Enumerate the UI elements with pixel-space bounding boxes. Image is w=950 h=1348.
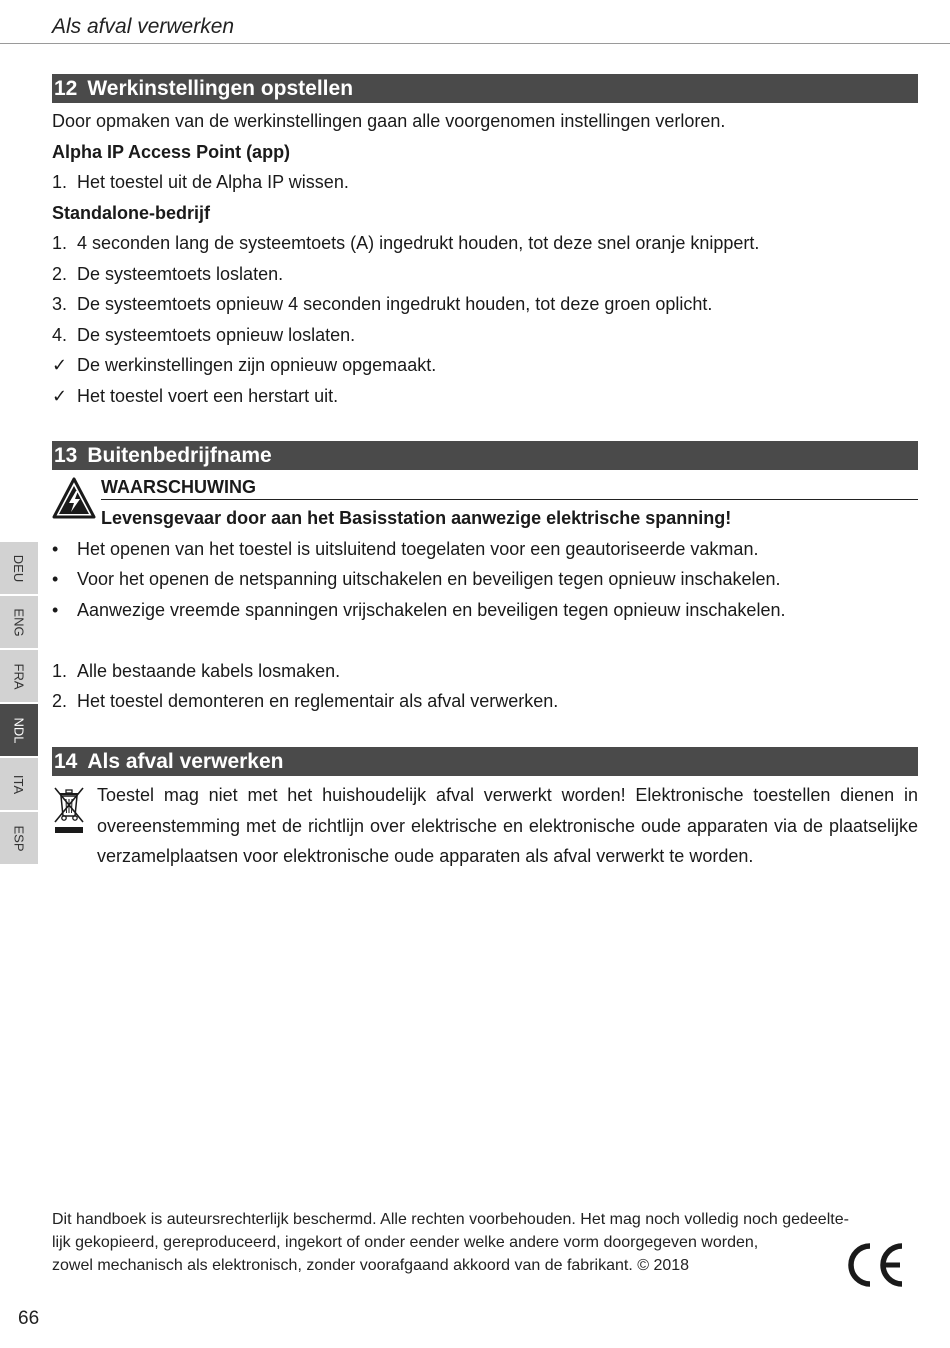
tab-label: DEU (11, 554, 27, 582)
warning-title: WAARSCHUWING (101, 476, 918, 500)
list-marker: 1. (52, 172, 68, 192)
header-divider (0, 43, 950, 44)
tab-label: ENG (11, 607, 27, 637)
section-13-heading (52, 441, 918, 470)
checkmark-icon: ✓ (52, 355, 68, 375)
list-item (52, 690, 558, 712)
tab-fra[interactable] (0, 650, 38, 702)
tab-label: FRA (11, 663, 27, 689)
section-title: Werkinstellingen opstellen (87, 76, 354, 100)
result-text: Het toestel voert een herstart uit. (77, 386, 339, 406)
bullet-item (52, 568, 781, 590)
tab-label: NDL (11, 716, 27, 744)
bullet-marker: • (52, 569, 59, 589)
list-marker: 2. (52, 264, 68, 284)
checkmark-icon: ✓ (52, 386, 68, 406)
list-item (52, 232, 759, 254)
section-12-heading (52, 74, 918, 103)
copyright-line: lijk gekopieerd, gereproduceerd, ingekort of onder eender welke andere vorm doorgegeven worden, (52, 1234, 759, 1251)
subheading-standalone: Standalone-bedrijf (52, 203, 211, 223)
language-tabs (0, 542, 38, 866)
list-text: De systeemtoets opnieuw 4 seconden ingedrukt houden, tot deze groen oplicht. (77, 294, 713, 314)
list-marker: 3. (52, 294, 68, 314)
tab-label: ITA (11, 774, 27, 794)
list-text: 4 seconden lang de systeemtoets (A) ingedrukt houden, tot deze snel oranje knippert. (77, 233, 760, 253)
tab-ndl[interactable] (0, 704, 38, 756)
bullet-text: Het openen van het toestel is uitsluitend toegelaten voor een geautoriseerde vakman. (77, 539, 759, 559)
list-marker: 4. (52, 325, 68, 345)
bullet-item (52, 538, 758, 560)
copyright-notice (52, 1208, 922, 1277)
running-title: Als afval verwerken (52, 15, 235, 38)
copyright-line: zowel mechanisch als elektronisch, zonder voorafgaand akkoord van de fabrikant. © 2018 (52, 1257, 690, 1274)
list-text: Alle bestaande kabels losmaken. (77, 661, 341, 681)
bullet-marker: • (52, 539, 59, 559)
disposal-paragraph: Toestel mag niet met het huishoudelijk afval verwerkt worden! Elektronische toestellen dienen in overeenstemming met de richtlijn over elektrische en elektronische oude apparaten via de plaatselijke verzamelplaatsen voor elektronische oude apparaten als afval verwerkt te worden. (97, 785, 918, 866)
bullet-item (52, 599, 785, 621)
tab-esp[interactable] (0, 812, 38, 864)
list-item (52, 171, 349, 193)
list-text: Het toestel demonteren en reglementair als afval verwerken. (77, 691, 559, 711)
bullet-text: Voor het openen de netspanning uitschakelen en beveiligen tegen opnieuw inschakelen. (77, 569, 781, 589)
list-item (52, 293, 712, 315)
list-text: De systeemtoets loslaten. (77, 264, 284, 284)
bullet-marker: • (52, 600, 59, 620)
electric-hazard-warning-icon (52, 477, 96, 519)
subheading-app: Alpha IP Access Point (app) (52, 142, 291, 162)
tab-eng[interactable] (0, 596, 38, 648)
bullet-text: Aanwezige vreemde spanningen vrijschakelen en beveiligen tegen opnieuw inschakelen. (77, 600, 786, 620)
section-14-heading (52, 747, 918, 776)
list-item (52, 324, 355, 346)
section-title: Buitenbedrijfname (87, 443, 272, 467)
list-item (52, 263, 283, 285)
section-title: Als afval verwerken (87, 749, 284, 773)
section-number: 13 (54, 443, 78, 467)
list-item (52, 660, 340, 682)
list-marker: 2. (52, 691, 68, 711)
tab-ita[interactable] (0, 758, 38, 810)
list-text: Het toestel uit de Alpha IP wissen. (77, 172, 349, 192)
result-item (52, 354, 436, 376)
crossed-out-wheelie-bin-icon (52, 785, 86, 837)
section-12-intro: Door opmaken van de werkinstellingen gaan alle voorgenomen instellingen verloren. (52, 111, 726, 131)
result-text: De werkinstellingen zijn opnieuw opgemaakt. (77, 355, 437, 375)
section-number: 14 (54, 749, 78, 773)
copyright-line: Dit handboek is auteursrechterlijk beschermd. Alle rechten voorbehouden. Het mag noch volledig noch gedeelte- (52, 1211, 849, 1228)
result-item (52, 385, 338, 407)
tab-label: ESP (11, 824, 27, 852)
list-marker: 1. (52, 661, 68, 681)
tab-deu[interactable] (0, 542, 38, 594)
ce-mark-icon (842, 1242, 906, 1288)
warning-subtitle: Levensgevaar door aan het Basisstation aanwezige elektrische spanning! (101, 508, 732, 528)
section-number: 12 (54, 76, 78, 100)
list-marker: 1. (52, 233, 68, 253)
page-number: 66 (18, 1308, 40, 1329)
list-text: De systeemtoets opnieuw loslaten. (77, 325, 356, 345)
